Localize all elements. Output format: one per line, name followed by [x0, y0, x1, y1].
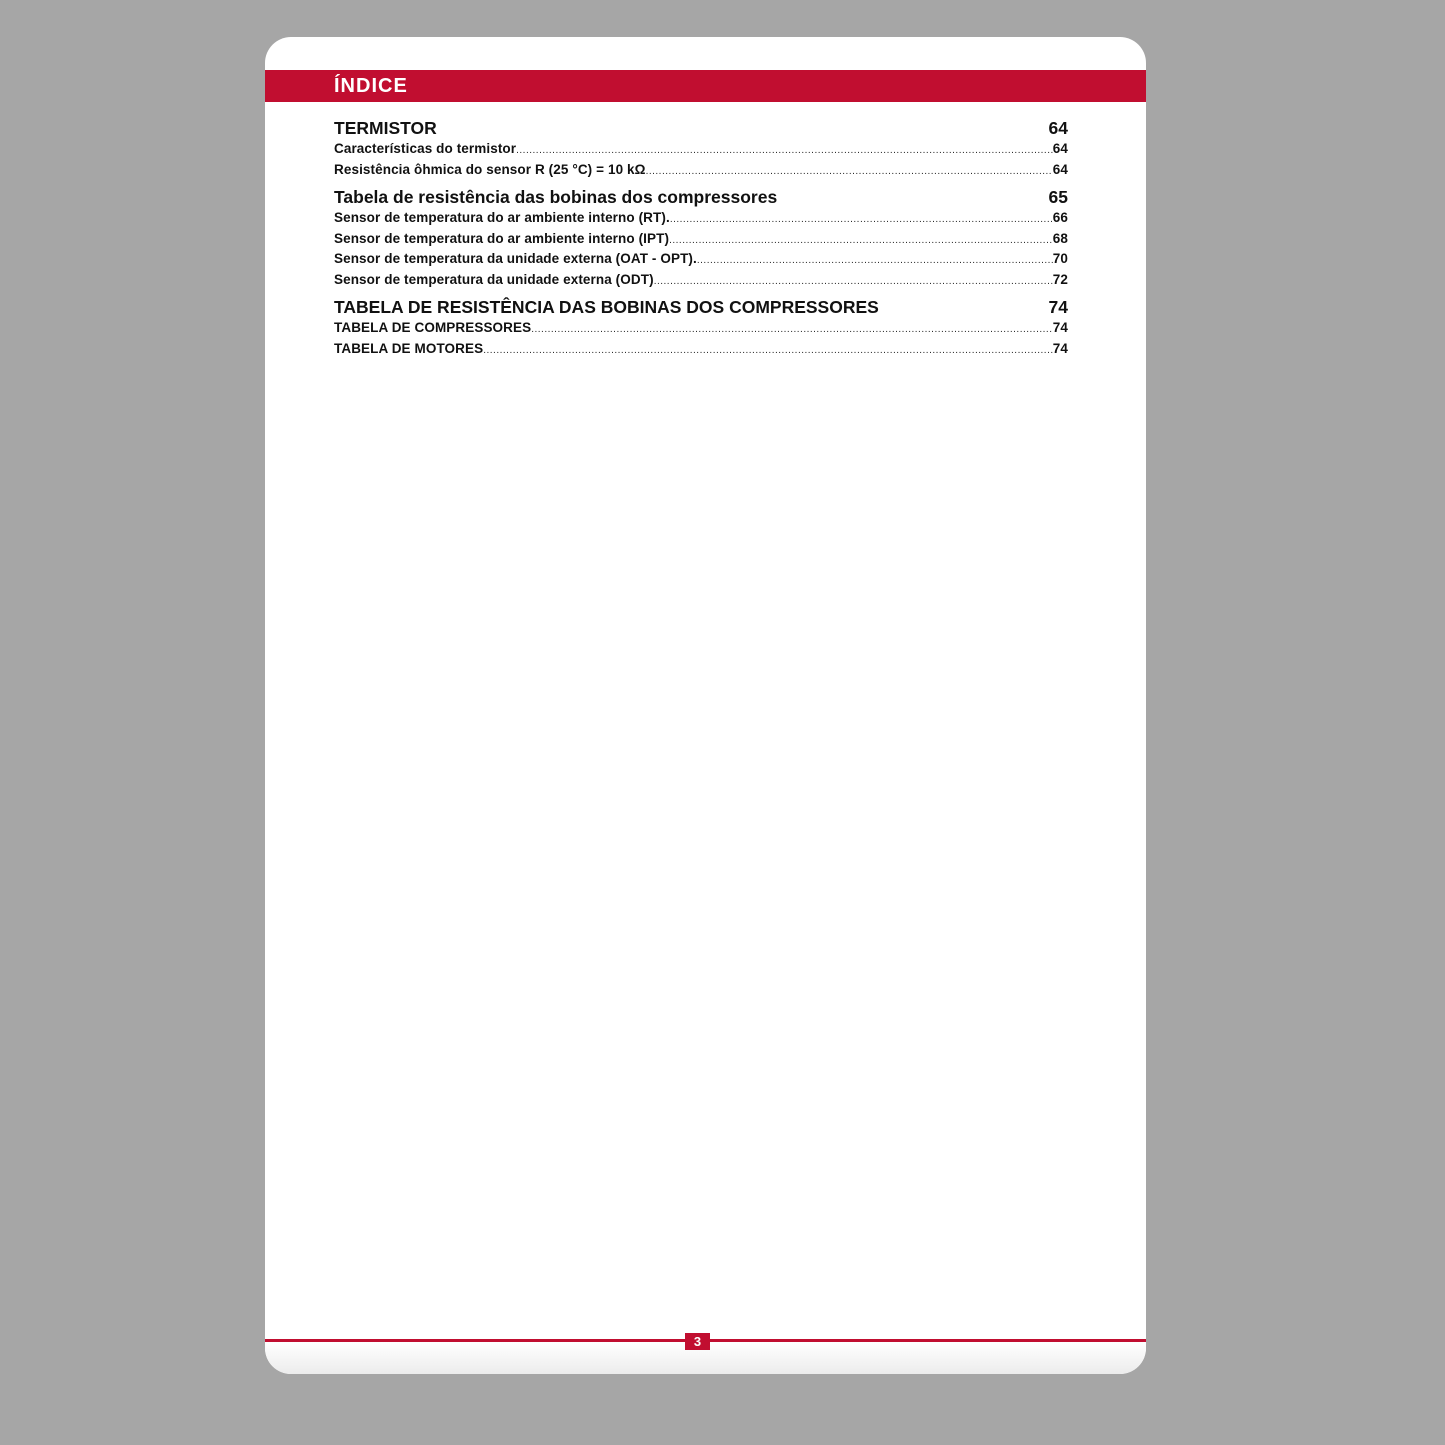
toc-page-number: 66: [1052, 210, 1068, 225]
dot-leader: [654, 272, 1053, 293]
toc-section-heading[interactable]: [334, 117, 1068, 139]
dot-leader: [670, 210, 1053, 231]
toc-page-number: 74: [1052, 340, 1068, 356]
toc-entry[interactable]: [334, 160, 1068, 181]
toc-entry[interactable]: [334, 229, 1068, 250]
toc-entry-label: Sensor de temperatura da unidade externa (OAT - OPT).: [334, 251, 697, 266]
dot-leader: [697, 251, 1053, 272]
toc-entry-label: Sensor de temperatura do ar ambiente interno (IPT): [334, 230, 670, 246]
dot-leader: [531, 320, 1053, 341]
toc-section-title: Tabela de resistência das bobinas dos compressores: [334, 187, 778, 207]
header-bar: [265, 70, 1146, 102]
dot-leader: [646, 162, 1053, 183]
toc-page-number: 74: [1052, 320, 1068, 335]
dot-leader: [516, 141, 1053, 162]
toc-entry-label: TABELA DE COMPRESSORES: [334, 320, 532, 335]
toc-page-number: 70: [1052, 251, 1068, 266]
toc-page-number: 68: [1052, 230, 1068, 246]
toc-page-number: 64: [1052, 161, 1068, 177]
toc-entry-label: Sensor de temperatura do ar ambiente interno (RT).: [334, 210, 670, 225]
toc-entry[interactable]: [334, 270, 1068, 291]
toc-page-number: 65: [1048, 187, 1068, 207]
document-page: [265, 37, 1146, 1374]
toc-section-heading[interactable]: [334, 186, 1068, 208]
toc-section: [334, 117, 1068, 180]
toc-section: [334, 296, 1068, 359]
toc-page-number: 64: [1048, 118, 1068, 138]
dot-leader: [483, 341, 1053, 362]
toc-entry[interactable]: [334, 249, 1068, 270]
toc-page-number: 72: [1052, 271, 1068, 287]
toc-entry-label: Resistência ôhmica do sensor R (25 °C) = 10 kΩ: [334, 161, 646, 177]
page-number-badge: 3: [685, 1333, 710, 1350]
toc-entry[interactable]: [334, 339, 1068, 360]
toc-section-title: TABELA DE RESISTÊNCIA DAS BOBINAS DOS COMPRESSORES: [334, 297, 879, 317]
toc-page-number: 74: [1048, 297, 1068, 317]
toc-section: [334, 186, 1068, 290]
toc-entry-label: Características do termistor: [334, 141, 517, 156]
toc-section-title: TERMISTOR: [334, 118, 437, 138]
toc-entry[interactable]: [334, 139, 1068, 160]
toc-entry-label: Sensor de temperatura da unidade externa (ODT): [334, 271, 654, 287]
toc-entry[interactable]: [334, 318, 1068, 339]
toc-page-number: 64: [1052, 141, 1068, 156]
toc-entry-label: TABELA DE MOTORES: [334, 340, 484, 356]
toc-entry[interactable]: [334, 208, 1068, 229]
page-title: ÍNDICE: [334, 75, 408, 97]
toc-section-heading[interactable]: [334, 296, 1068, 318]
table-of-contents: [334, 117, 1068, 365]
dot-leader: [669, 231, 1053, 252]
